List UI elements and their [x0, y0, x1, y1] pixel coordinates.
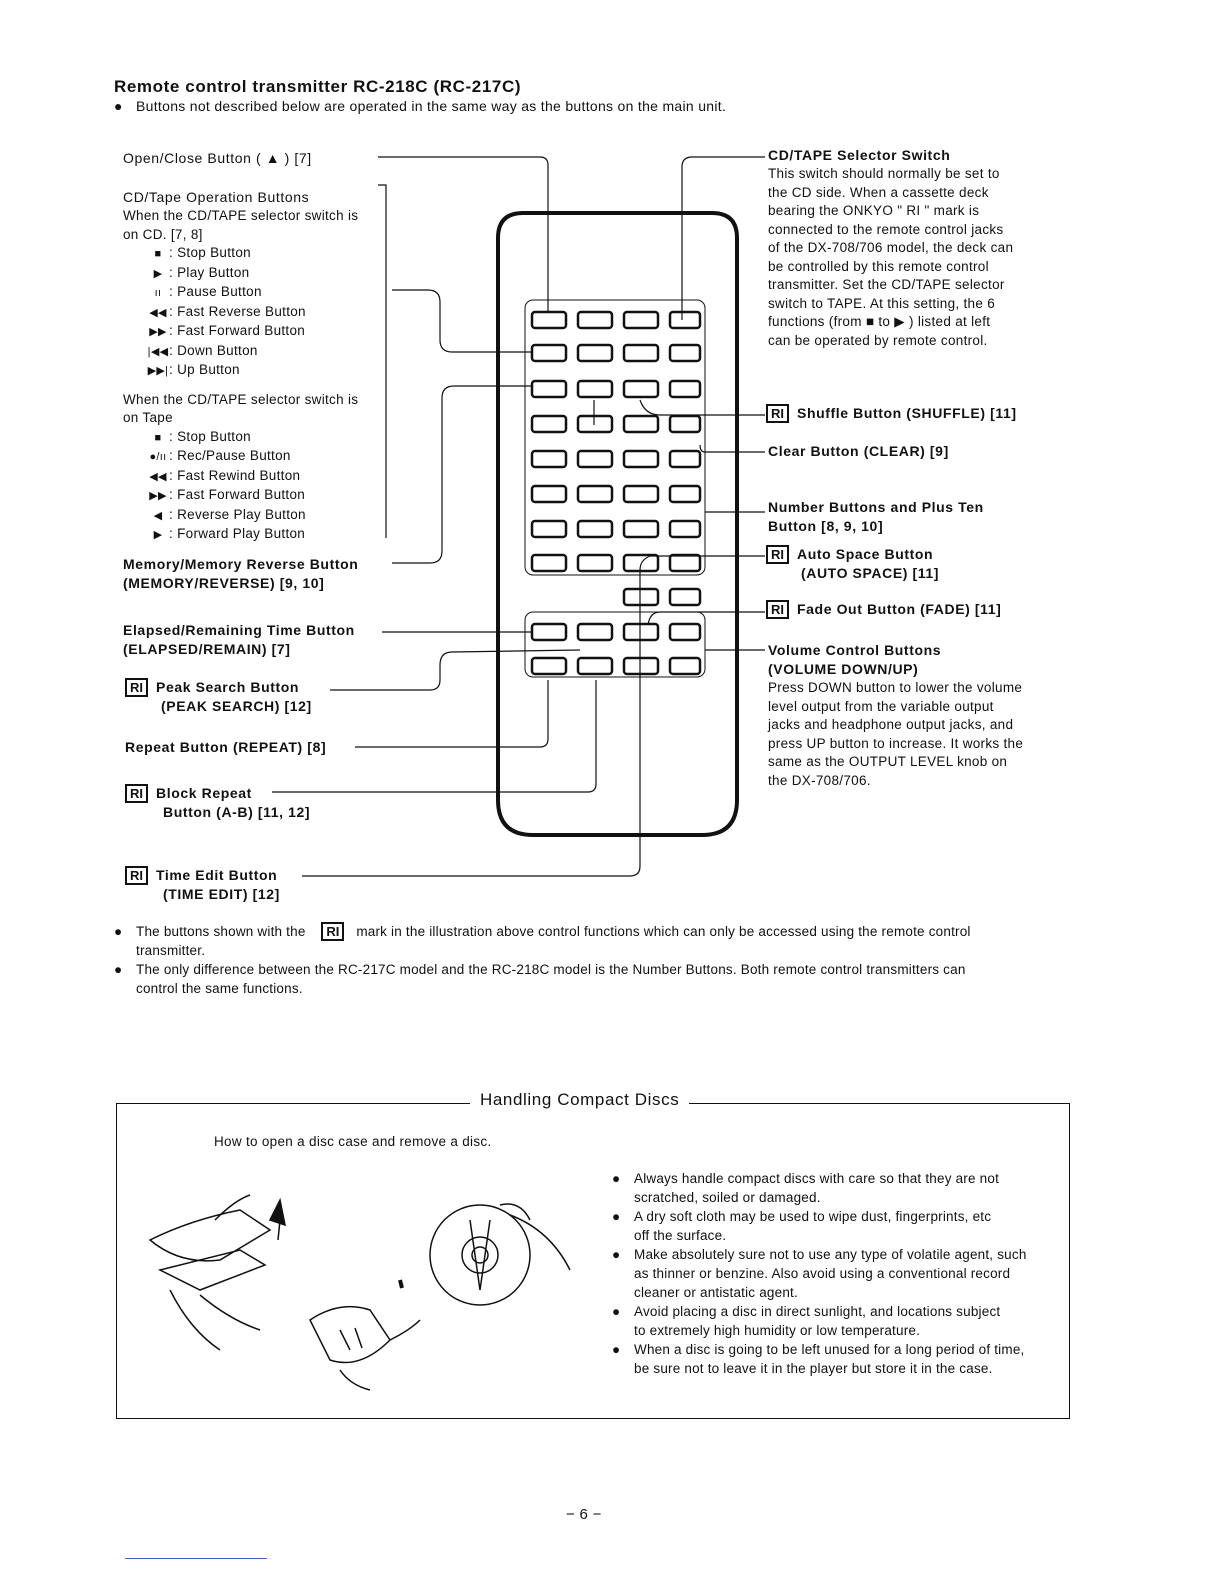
cd-tape-section	[123, 188, 358, 545]
note-model-difference: ● The only difference between the RC-217C model and the RC-218C model is the Number Buttons. Both remote control transmitters can control the same functions.	[114, 962, 966, 996]
block-repeat-label: RI Block Repeat Button (A-B) [11, 12]	[125, 784, 310, 822]
cd-item: ◀◀ : Fast Reverse Button	[149, 303, 306, 319]
volume-block: Volume Control Buttons (VOLUME DOWN/UP) Press DOWN button to lower the volume level output from the variable output jacks and headphone output jacks, and press UP button to increase. It works the same as the OUTPUT LEVEL knob on the DX-708/706.	[768, 642, 1024, 788]
cd-item: ▶▶ : Fast Forward Button	[149, 323, 306, 338]
cd-intro-2: on CD. [7, 8]	[123, 226, 203, 242]
tape-item: ■ : Stop Button	[154, 428, 251, 444]
time-edit-label: RI Time Edit Button (TIME EDIT) [12]	[125, 866, 280, 904]
disc-handling-illustration	[140, 1180, 590, 1400]
auto-space-label: RI Auto Space Button (AUTO SPACE) [11]	[766, 545, 939, 583]
ri-mark-icon: RI	[125, 678, 148, 697]
cd-item: ıı : Pause Button	[154, 284, 262, 299]
ri-mark-icon: RI	[766, 404, 789, 423]
tape-item: ▶▶ : Fast Forward Button	[149, 487, 306, 502]
header-note: ● Buttons not described below are operated in the same way as the buttons on the main unit.	[114, 98, 727, 114]
cd-tape-title: CD/Tape Operation Buttons	[123, 189, 310, 205]
page-number: − 6 −	[566, 1506, 602, 1523]
open-close-label: Open/Close Button ( ▲ ) [7]	[123, 150, 312, 166]
list-item: ● A dry soft cloth may be used to wipe dust, fingerprints, etc off the surface.	[612, 1209, 992, 1243]
elapsed-label: Elapsed/Remaining Time Button (ELAPSED/REMAIN) [7]	[123, 622, 355, 657]
handling-bullets	[612, 1169, 1062, 1378]
page-title: Remote control transmitter RC-218C (RC-217C)	[114, 77, 522, 96]
shuffle-label: RI Shuffle Button (SHUFFLE) [11]	[766, 404, 1017, 423]
note-ri-functions: ● The buttons shown with the RI mark in the illustration above control functions which can only be accessed using the remote control transmitter.	[114, 924, 971, 958]
cd-item: |◀◀: Down Button	[147, 342, 258, 358]
tape-item: ▶ : Forward Play Button	[153, 526, 306, 541]
cd-item: ■ : Stop Button	[154, 245, 251, 260]
ri-mark-icon: RI	[321, 922, 344, 941]
handling-subtitle: How to open a disc case and remove a disc.	[214, 1134, 492, 1149]
tape-item: ◀◀ : Fast Rewind Button	[149, 467, 301, 483]
peak-search-label: RI Peak Search Button (PEAK SEARCH) [12]	[125, 678, 312, 716]
repeat-label: Repeat Button (REPEAT) [8]	[125, 739, 327, 755]
list-item: ● Make absolutely sure not to use any type of volatile agent, such as thinner or benzine. Also avoid using a conventional record cleaner or antistatic agent.	[612, 1247, 1027, 1300]
list-item: ● When a disc is going to be left unused for a long period of time, be sure not to leave it in the player but store it in the case.	[612, 1342, 1025, 1376]
memory-label: Memory/Memory Reverse Button (MEMORY/REVERSE) [9, 10]	[123, 556, 359, 591]
cd-intro-1: When the CD/TAPE selector switch is	[123, 208, 359, 223]
cd-item: ▶▶|: Up Button	[147, 362, 240, 377]
tape-item: ◀ : Reverse Play Button	[153, 506, 306, 522]
footer-rule	[125, 1558, 267, 1559]
ri-mark-icon: RI	[766, 600, 789, 619]
ri-mark-icon: RI	[766, 545, 789, 564]
tape-intro-2: on Tape	[123, 410, 173, 425]
list-item: ● Avoid placing a disc in direct sunlight, and locations subject to extremely high humidity or low temperature.	[612, 1304, 1001, 1338]
selector-title: CD/TAPE Selector Switch	[768, 147, 951, 163]
tape-intro-1: When the CD/TAPE selector switch is	[123, 391, 359, 407]
ri-mark-icon: RI	[125, 784, 148, 803]
selector-switch-block: CD/TAPE Selector Switch This switch should normally be set to the CD side. When a cassette deck bearing the ONKYO " RI " mark is connected to the remote control jacks of the DX-708/706 model, the deck can be controlled by this remote control transmitter. Set the CD/TAPE selector switch to TAPE. At this setting, the 6 functions (from ■ to ▶ ) listed at left can be operated by remote control.	[768, 147, 1014, 348]
number-label: Number Buttons and Plus Ten Button [8, 9, 10]	[768, 499, 984, 534]
fade-label: RI Fade Out Button (FADE) [11]	[766, 600, 1001, 619]
handling-title: Handling Compact Discs	[470, 1090, 689, 1110]
clear-label: Clear Button (CLEAR) [9]	[768, 443, 949, 459]
list-item: ● Always handle compact discs with care so that they are not scratched, soiled or damaged.	[612, 1171, 1000, 1205]
tape-item: ●/ıı : Rec/Pause Button	[149, 448, 291, 463]
cd-item: ▶ : Play Button	[153, 264, 250, 280]
ri-mark-icon: RI	[125, 866, 148, 885]
